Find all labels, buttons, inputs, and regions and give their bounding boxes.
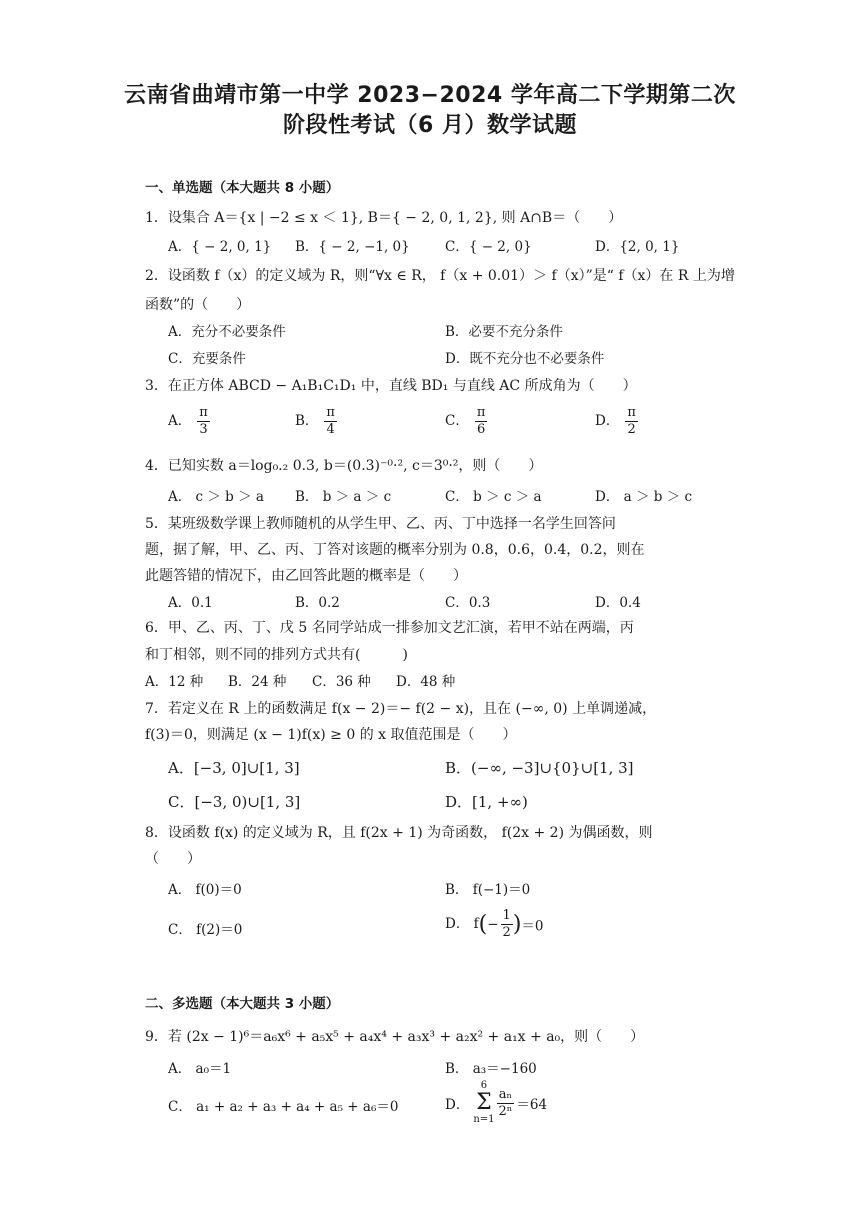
- q8-option-a: A． f(0)＝0: [168, 882, 242, 898]
- q2-option-c: C．充要条件: [168, 351, 246, 367]
- question-1: 1．设集合 A＝{x | −2 ≤ x ＜ 1}, B＝{ − 2, 0, 1, 2}, 则 A∩B＝（ ）: [145, 210, 623, 226]
- q8-option-c: C． f(2)＝0: [168, 922, 243, 938]
- question-5-line-1: 5．某班级数学课上教师随机的从学生甲、乙、丙、丁中选择一名学生回答问: [145, 516, 616, 532]
- q3-option-a: A． $\frac{\pi}{3}$: [168, 405, 208, 437]
- q3-option-b: B． $\frac{\pi}{4}$: [295, 405, 335, 437]
- q7-option-c: C．[−3, 0)∪[1, 3]: [168, 793, 301, 811]
- question-4: 4．已知实数 a＝log₀.₂ 0.3, b＝(0.3)⁻⁰·², c＝3⁰·²，则（ ）: [145, 458, 543, 474]
- question-7-line-2: f(3)＝0，则满足 (x − 1)f(x) ≥ 0 的 x 取值范围是（ ）: [145, 727, 517, 743]
- q1-option-b: B．{ − 2, −1, 0}: [295, 239, 410, 255]
- exam-title-line-2: 阶段性考试（6 月）数学试题: [283, 113, 577, 138]
- q8-option-d: D． f(− $\frac{1}{2}$ )＝0: [445, 908, 544, 940]
- q3-option-c: C． $\frac{\pi}{6}$: [445, 405, 486, 437]
- question-7-line-1: 7．若定义在 R 上的函数满足 f(x − 2)＝− f(2 − x)，且在 (−∞, 0) 上单调递减，: [145, 701, 657, 717]
- q7-option-b: B．(−∞, −3]∪{0}∪[1, 3]: [445, 759, 634, 777]
- section-multi-choice: 二、多选题（本大题共 3 小题）: [145, 996, 340, 1012]
- q5-option-a: A．0.1: [168, 595, 213, 611]
- q9-option-a: A． a₀＝1: [168, 1061, 232, 1077]
- q9-option-d: D． 6 Σ n=1 $\frac{\text{aₙ}}{\text{2ⁿ}}$ ＝64: [445, 1080, 548, 1125]
- q4-option-d: D． a ＞ b ＞ c: [595, 489, 693, 505]
- question-5-line-2: 题，据了解，甲、乙、丙、丁答对该题的概率分别为 0.8，0.6，0.4，0.2，则在: [145, 542, 645, 558]
- q4-option-a: A． c ＞ b ＞ a: [168, 489, 264, 505]
- exam-title-line-1: 云南省曲靖市第一中学 2023−2024 学年高二下学期第二次: [124, 83, 736, 108]
- question-5-line-3: 此题答错的情况下，由乙回答此题的概率是（ ）: [145, 568, 467, 584]
- q6-option-b: B．24 种: [228, 674, 287, 690]
- q7-option-a: A．[−3, 0]∪[1, 3]: [168, 759, 300, 777]
- q5-option-b: B．0.2: [295, 595, 340, 611]
- q1-option-d: D．{2, 0, 1}: [595, 239, 680, 255]
- q5-option-d: D．0.4: [595, 595, 641, 611]
- question-9: 9．若 (2x − 1)⁶＝a₆x⁶ + a₅x⁵ + a₄x⁴ + a₃x³ + a₂x² + a₁x + a₀，则（ ）: [145, 1029, 645, 1045]
- q4-option-c: C． b ＞ c ＞ a: [445, 489, 542, 505]
- section-single-choice: 一、单选题（本大题共 8 小题）: [145, 180, 340, 196]
- q3-option-d: D． $\frac{\pi}{2}$: [595, 405, 636, 437]
- q9-option-c: C． a₁ + a₂ + a₃ + a₄ + a₅ + a₆＝0: [168, 1099, 399, 1115]
- question-6-line-1: 6．甲、乙、丙、丁、戊 5 名同学站成一排参加文艺汇演，若甲不站在两端，丙: [145, 620, 634, 636]
- q6-option-d: D．48 种: [396, 674, 456, 690]
- question-8-line-2: （ ）: [145, 851, 201, 867]
- question-3: 3．在正方体 ABCD − A₁B₁C₁D₁ 中，直线 BD₁ 与直线 AC 所成角为（ ）: [145, 378, 637, 394]
- q9-option-b: B． a₃＝−160: [445, 1061, 537, 1077]
- question-6-line-2: 和丁相邻，则不同的排列方式共有( ): [145, 647, 408, 663]
- q2-option-a: A．充分不必要条件: [168, 324, 286, 340]
- q7-option-d: D．[1, +∞): [445, 793, 528, 811]
- q8-option-b: B． f(−1)＝0: [445, 882, 531, 898]
- q6-option-a: A．12 种: [145, 674, 204, 690]
- q1-option-a: A．{ − 2, 0, 1}: [168, 239, 272, 255]
- q4-option-b: B． b ＞ a ＞ c: [295, 489, 392, 505]
- question-2-line-1: 2．设函数 f（x）的定义域为 R，则“∀x ∈ R， f（x + 0.01）＞ f（x）”是“ f（x）在 R 上为增: [145, 268, 735, 284]
- q2-option-b: B．必要不充分条件: [445, 324, 563, 340]
- q5-option-c: C．0.3: [445, 595, 491, 611]
- question-2-line-2: 函数”的（ ）: [145, 297, 251, 313]
- question-8-line-1: 8．设函数 f(x) 的定义域为 R，且 f(2x + 1) 为奇函数， f(2x + 2) 为偶函数，则: [145, 825, 653, 841]
- q6-option-c: C．36 种: [312, 674, 371, 690]
- q2-option-d: D．既不充分也不必要条件: [445, 351, 605, 367]
- q1-option-c: C．{ − 2, 0}: [445, 239, 532, 255]
